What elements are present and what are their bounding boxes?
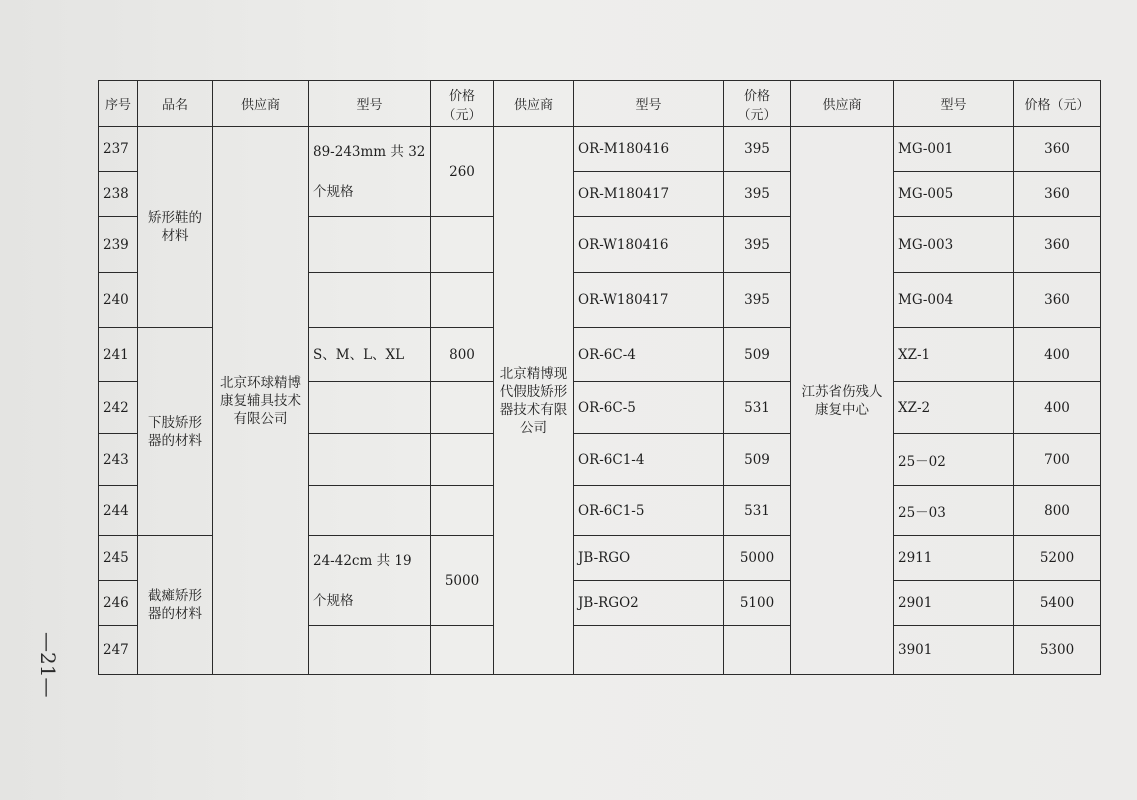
empty-price-cell [431,382,494,434]
row-seq: 244 [99,486,138,536]
empty-spec-cell [309,626,431,675]
product-name-cell: 下肢矫形器的材料 [138,328,213,536]
header-price-3: 价格（元） [1014,81,1101,127]
price-cell [724,626,791,675]
empty-price-cell [431,273,494,328]
price-cell: 5400 [1014,581,1101,626]
price-cell: 509 [724,434,791,486]
price-cell: 395 [724,273,791,328]
empty-price-cell [431,626,494,675]
spec-cell: 24-42cm 共 19 个规格 [309,536,431,626]
model-cell: JB-RGO [574,536,724,581]
model-cell: MG-001 [894,127,1014,172]
price-cell: 360 [1014,273,1101,328]
empty-price-cell [431,486,494,536]
model-cell: XZ-2 [894,382,1014,434]
model-cell: 25－02 [894,434,1014,486]
header-model-1: 型号 [309,81,431,127]
price-cell: 400 [1014,328,1101,382]
price-cell: 395 [724,217,791,273]
row-seq: 240 [99,273,138,328]
model-cell: OR-6C1-5 [574,486,724,536]
empty-spec-cell [309,217,431,273]
header-model-3: 型号 [894,81,1014,127]
header-price-1: 价格（元） [431,81,494,127]
row-seq: 239 [99,217,138,273]
spec-cell: S、M、L、XL [309,328,431,382]
row-seq: 245 [99,536,138,581]
empty-spec-cell [309,382,431,434]
price-cell: 509 [724,328,791,382]
supplier-cell: 江苏省伤残人康复中心 [791,127,894,675]
header-supplier-2: 供应商 [494,81,574,127]
model-cell: 3901 [894,626,1014,675]
price-cell: 360 [1014,127,1101,172]
product-name-cell: 矫形鞋的材料 [138,127,213,328]
price-table [98,80,1101,675]
price-cell: 395 [724,172,791,217]
model-cell: OR-M180417 [574,172,724,217]
row-seq: 247 [99,626,138,675]
row-seq: 242 [99,382,138,434]
model-cell [574,626,724,675]
row-seq: 237 [99,127,138,172]
price-cell: 395 [724,127,791,172]
price-cell: 700 [1014,434,1101,486]
price-cell: 5000 [724,536,791,581]
model-cell: OR-M180416 [574,127,724,172]
empty-price-cell [431,434,494,486]
model-cell: MG-004 [894,273,1014,328]
supplier-cell: 北京环球精博康复辅具技术有限公司 [213,127,309,675]
spec-cell: 89-243mm 共 32 个规格 [309,127,431,217]
header-supplier-1: 供应商 [213,81,309,127]
price-cell: 260 [431,127,494,217]
price-cell: 400 [1014,382,1101,434]
model-cell: OR-W180416 [574,217,724,273]
header-name: 品名 [138,81,213,127]
empty-price-cell [431,217,494,273]
price-cell: 5100 [724,581,791,626]
header-supplier-3: 供应商 [791,81,894,127]
product-name-cell: 截瘫矫形器的材料 [138,536,213,675]
empty-spec-cell [309,486,431,536]
price-cell: 5300 [1014,626,1101,675]
page-number: —21— [36,632,60,698]
row-seq: 238 [99,172,138,217]
model-cell: XZ-1 [894,328,1014,382]
model-cell: 2901 [894,581,1014,626]
model-cell: MG-003 [894,217,1014,273]
price-cell: 800 [1014,486,1101,536]
model-cell: OR-6C1-4 [574,434,724,486]
price-cell: 531 [724,382,791,434]
header-model-2: 型号 [574,81,724,127]
price-cell: 800 [431,328,494,382]
price-cell: 531 [724,486,791,536]
supplier-cell: 北京精博现代假肢矫形器技术有限公司 [494,127,574,675]
header-row [99,81,1101,127]
price-cell: 5000 [431,536,494,626]
price-cell: 360 [1014,217,1101,273]
model-cell: MG-005 [894,172,1014,217]
empty-spec-cell [309,434,431,486]
header-price-2: 价格（元） [724,81,791,127]
row-seq: 243 [99,434,138,486]
empty-spec-cell [309,273,431,328]
header-seq: 序号 [99,81,138,127]
row-seq: 246 [99,581,138,626]
model-cell: 25－03 [894,486,1014,536]
model-cell: 2911 [894,536,1014,581]
price-cell: 360 [1014,172,1101,217]
model-cell: JB-RGO2 [574,581,724,626]
table-row [99,127,1101,172]
model-cell: OR-W180417 [574,273,724,328]
model-cell: OR-6C-4 [574,328,724,382]
price-cell: 5200 [1014,536,1101,581]
model-cell: OR-6C-5 [574,382,724,434]
row-seq: 241 [99,328,138,382]
